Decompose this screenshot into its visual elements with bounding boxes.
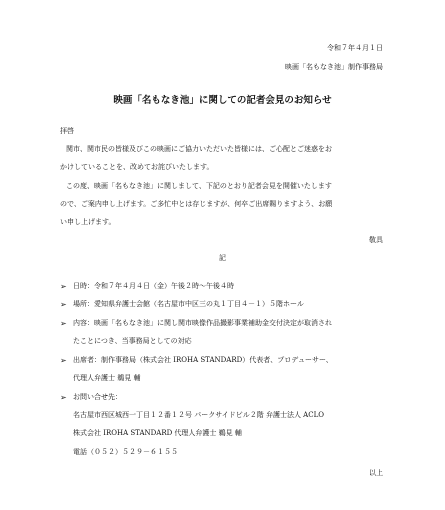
body-para2-line1: この度、映画「名もなき池」に関しまして、下記のとおり記者会見を開催いたします bbox=[66, 182, 332, 190]
item-contact-company: 株式会社 IROHA STANDARD 代理人弁護士 鵜見 輔 bbox=[73, 429, 242, 437]
item-datetime: 日時：令和７年４月４日（金）午後２時〜午後４時 bbox=[73, 282, 234, 290]
sender-name: 映画「名もなき池」制作事務局 bbox=[285, 63, 383, 71]
item-contact-label: お問い合せ先： bbox=[73, 393, 122, 401]
item-place: 場所：愛知県弁護士会館（名古屋市中区三の丸１丁目４－１）５階ホール bbox=[73, 300, 304, 308]
item-content-line2: たことにつき、当事務局としての対応 bbox=[73, 337, 192, 345]
ki-heading: 記 bbox=[219, 254, 226, 262]
bullet-arrow-icon: ➢ bbox=[60, 282, 67, 291]
document-title: 映画「名もなき池」に関しての記者会見のお知らせ bbox=[113, 95, 332, 106]
closing: 敬具 bbox=[369, 236, 383, 244]
end-mark: 以上 bbox=[369, 469, 383, 477]
item-attendees-line1: 出席者：制作事務局（株式会社 IROHA STANDARD）代表者、プロデューサー、 bbox=[73, 356, 333, 364]
salutation: 拝啓 bbox=[60, 127, 74, 135]
body-para1-line1: 関市、関市民の皆様及びこの映画にご協力いただいた皆様には、ご心配とご迷惑をお bbox=[66, 145, 332, 153]
bullet-arrow-icon: ➢ bbox=[60, 356, 67, 365]
item-content-line1: 内容：映画「名もなき池」に関し関市映像作品撮影事業補助金交付決定が取消され bbox=[73, 319, 332, 327]
body-para2-line3: い申し上げます。 bbox=[60, 218, 116, 226]
bullet-arrow-icon: ➢ bbox=[60, 300, 67, 309]
bullet-arrow-icon: ➢ bbox=[60, 393, 67, 402]
body-para2-line2: ので、ご案内申し上げます。ご多忙中とは存じますが、何卒ご出席賜りますよう、お願 bbox=[60, 200, 333, 208]
item-attendees-line2: 代理人弁護士 鵜見 輔 bbox=[73, 374, 141, 382]
body-para1-line2: かけしていることを、改めてお詫びいたします。 bbox=[60, 163, 214, 171]
item-contact-phone: 電話（０５２）５２９－６１５５ bbox=[73, 448, 178, 456]
item-contact-address: 名古屋市西区城西一丁目１２番１２号 パークサイドビル２階 弁護士法人 ACLO bbox=[73, 411, 324, 419]
issue-date: 令和７年４月１日 bbox=[327, 44, 383, 52]
bullet-arrow-icon: ➢ bbox=[60, 319, 67, 328]
